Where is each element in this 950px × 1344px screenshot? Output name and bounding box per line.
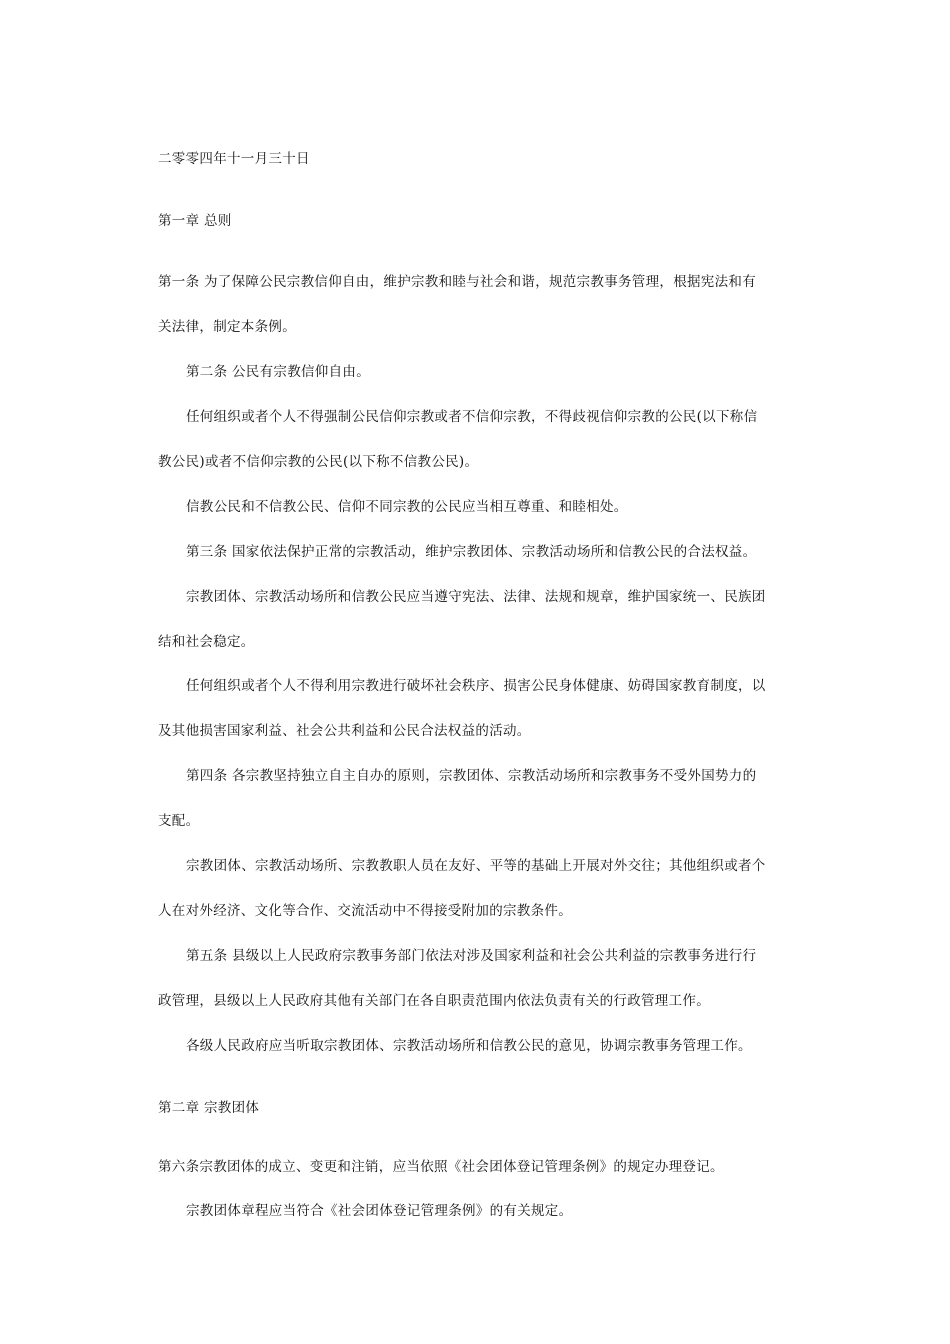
- article-1-line-1: 第一条 为了保障公民宗教信仰自由，维护宗教和睦与社会和谐，规范宗教事务管理，根据宪法和有: [158, 274, 756, 290]
- article-4-line-1: 第四条 各宗教坚持独立自主自办的原则，宗教团体、宗教活动场所和宗教事务不受外国势力的: [186, 768, 757, 784]
- paragraph-line: 及其他损害国家利益、社会公共利益和公民合法权益的活动。: [158, 723, 531, 739]
- paragraph-line: 教公民)或者不信仰宗教的公民(以下称不信教公民)。: [158, 454, 479, 470]
- article-3-line-1: 第三条 国家依法保护正常的宗教活动，维护宗教团体、宗教活动场所和信教公民的合法权益。: [186, 544, 757, 560]
- paragraph-line: 宗教团体、宗教活动场所和信教公民应当遵守宪法、法律、法规和规章，维护国家统一、民族团: [186, 589, 766, 605]
- paragraph-line: 结和社会稳定。: [158, 634, 255, 650]
- article-6-line-1: 第六条宗教团体的成立、变更和注销，应当依照《社会团体登记管理条例》的规定办理登记。: [158, 1159, 724, 1175]
- paragraph-line: 人在对外经济、文化等合作、交流活动中不得接受附加的宗教条件。: [158, 903, 572, 919]
- paragraph-line: 支配。: [158, 813, 200, 829]
- paragraph-line: 各级人民政府应当听取宗教团体、宗教活动场所和信教公民的意见，协调宗教事务管理工作。: [186, 1038, 752, 1054]
- document-date: 二零零四年十一月三十日: [158, 151, 310, 167]
- paragraph-line: 任何组织或者个人不得强制公民信仰宗教或者不信仰宗教，不得歧视信仰宗教的公民(以下称信: [186, 409, 758, 425]
- paragraph-line: 宗教团体章程应当符合《社会团体登记管理条例》的有关规定。: [186, 1203, 573, 1219]
- paragraph-line: 宗教团体、宗教活动场所、宗教教职人员在友好、平等的基础上开展对外交往；其他组织或者个: [186, 858, 766, 874]
- chapter-heading: 第二章 宗教团体: [158, 1100, 260, 1116]
- paragraph-line: 政管理，县级以上人民政府其他有关部门在各自职责范围内依法负责有关的行政管理工作。: [158, 993, 710, 1009]
- chapter-heading: 第一章 总则: [158, 213, 232, 229]
- article-1-line-2: 关法律，制定本条例。: [158, 319, 296, 335]
- article-5-line-1: 第五条 县级以上人民政府宗教事务部门依法对涉及国家利益和社会公共利益的宗教事务进行行: [186, 948, 757, 964]
- paragraph-line: 信教公民和不信教公民、信仰不同宗教的公民应当相互尊重、和睦相处。: [186, 499, 628, 515]
- article-2-line-1: 第二条 公民有宗教信仰自由。: [186, 364, 370, 380]
- paragraph-line: 任何组织或者个人不得利用宗教进行破坏社会秩序、损害公民身体健康、妨碍国家教育制度，以: [186, 678, 766, 694]
